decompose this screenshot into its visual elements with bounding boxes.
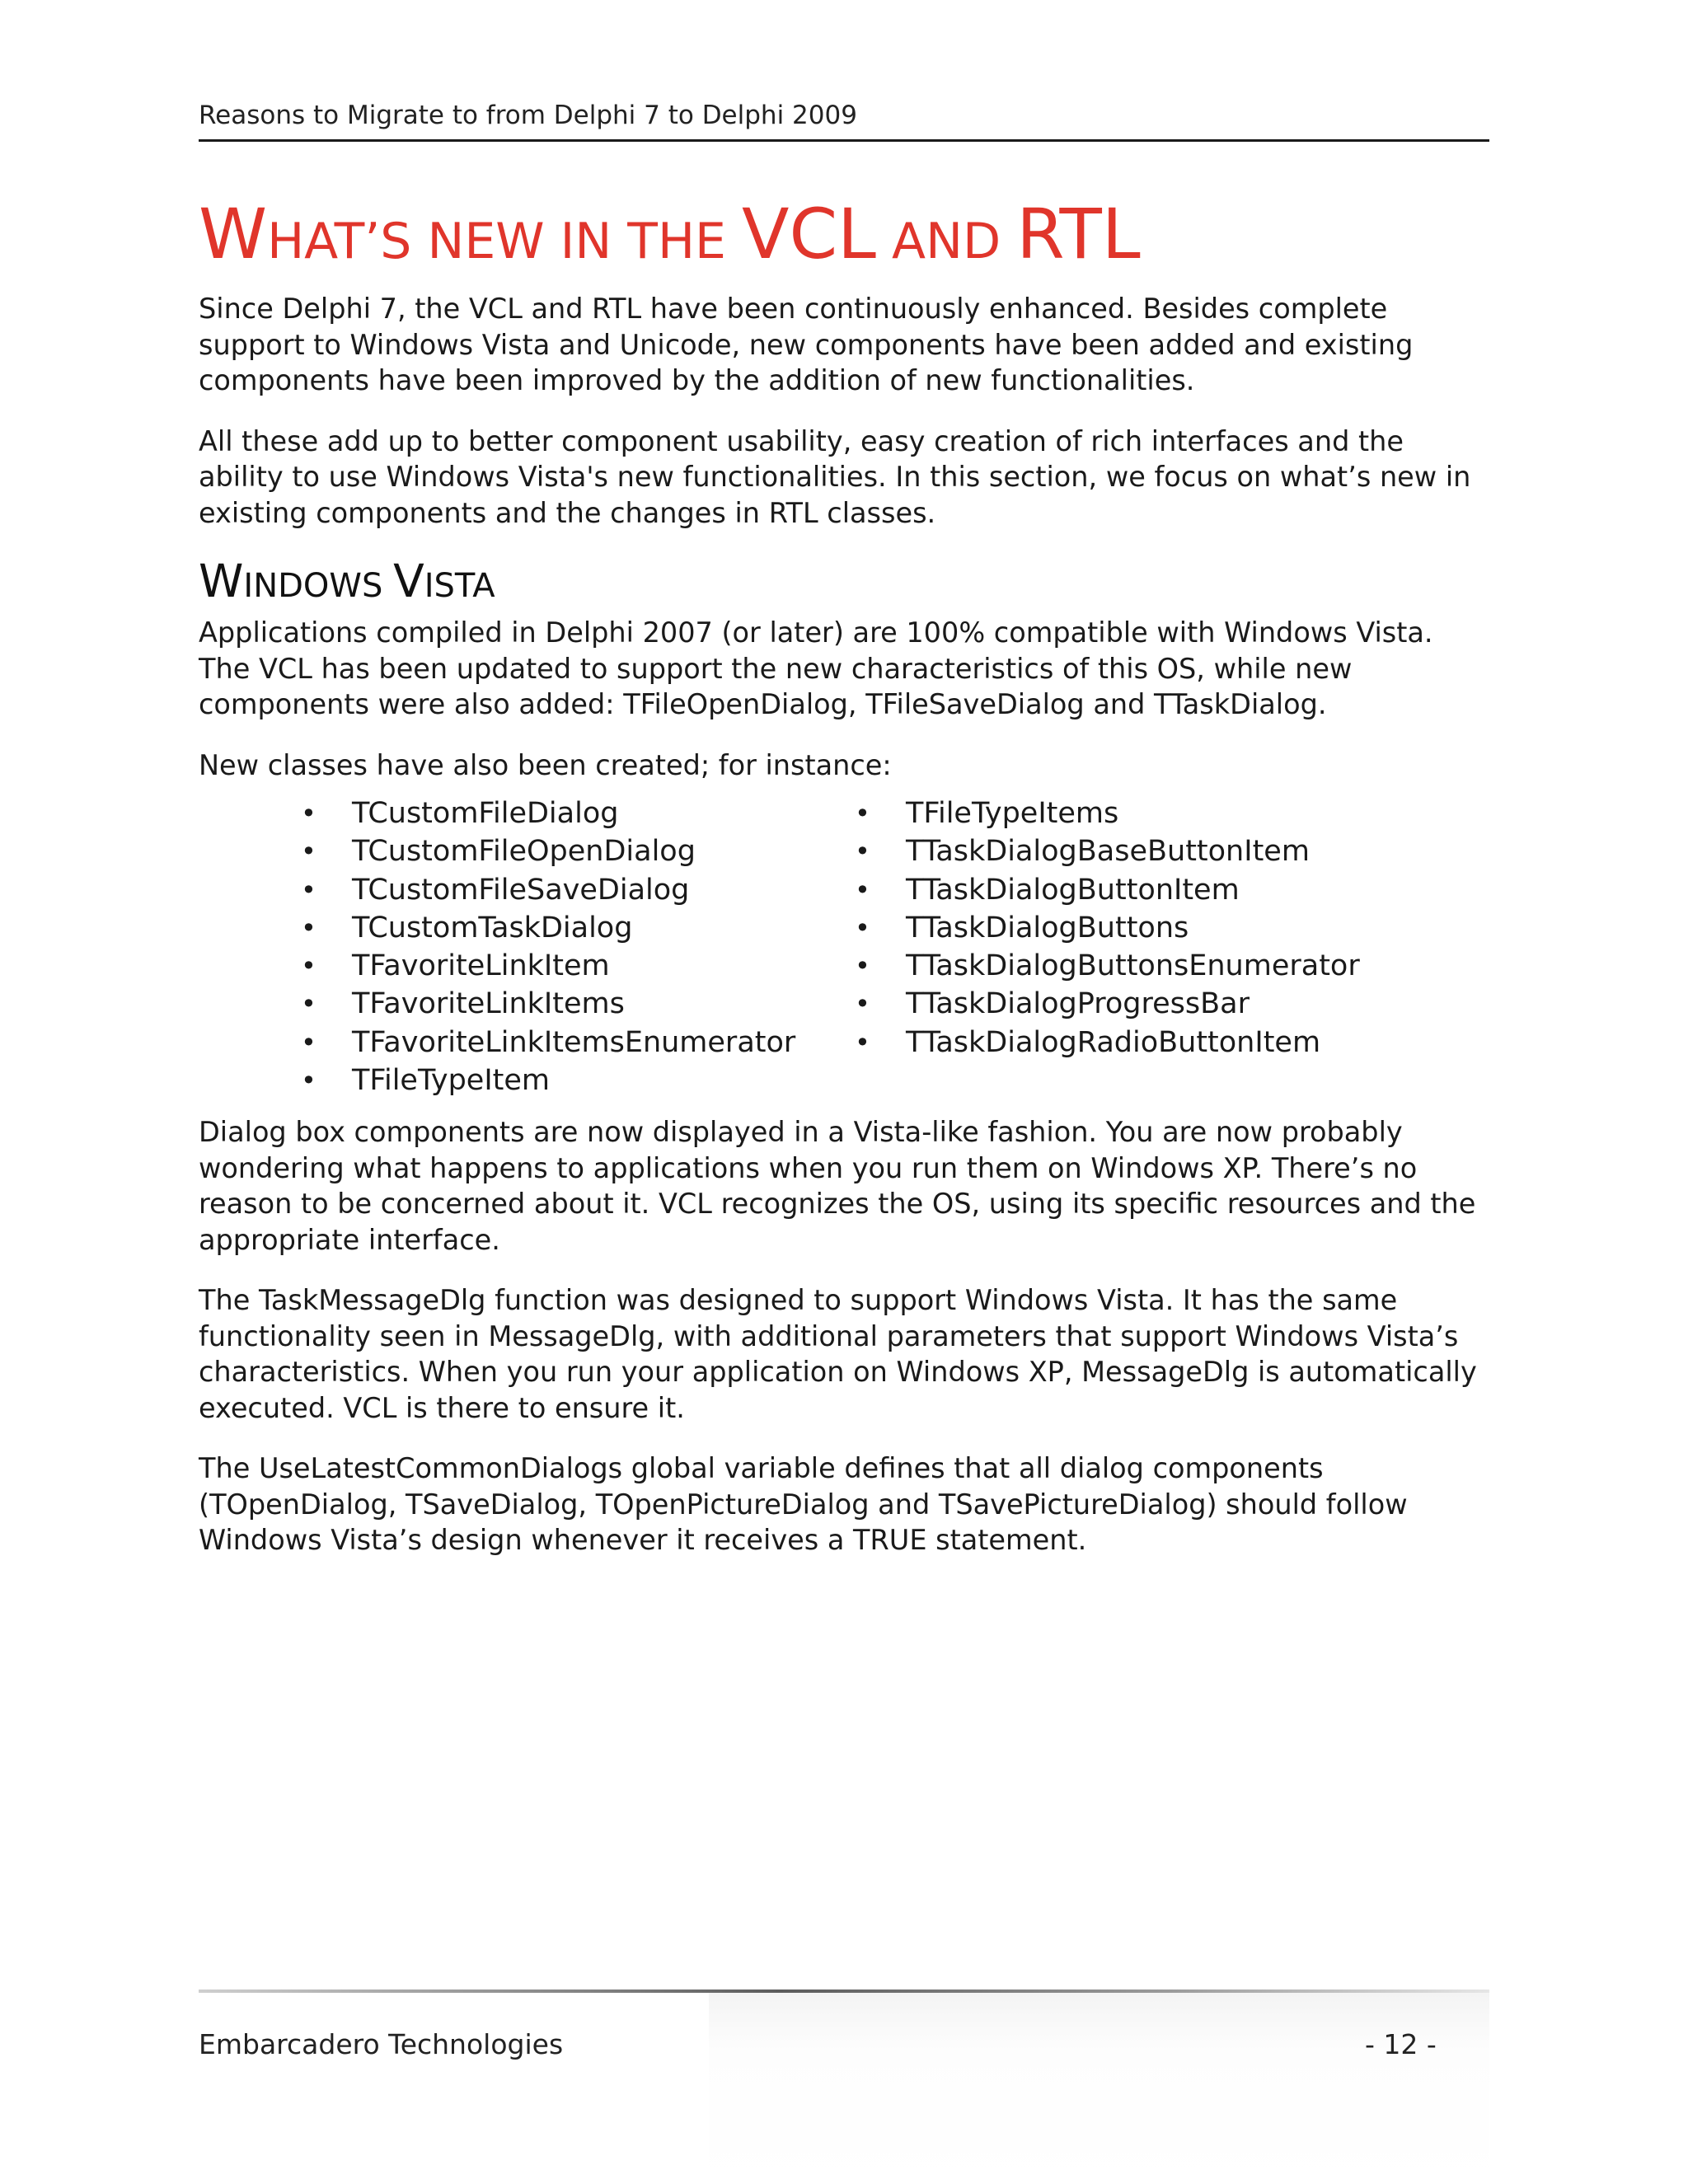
body-paragraph: The TaskMessageDlg function was designed to support Windows Vista. It has the same functionality seen in MessageDlg, with additional parameters that support Windows Vista’s characteristics. When you run your application on Windows XP, MessageDlg is automatically executed. VCL is there to ensure it. xyxy=(199,1284,1477,1424)
section-title-part: VCL xyxy=(742,194,876,274)
class-list-item xyxy=(301,1024,855,1062)
body-paragraph: Dialog box components are now displayed in a Vista-like fashion. You are now probably wondering what happens to applications when you run them on Windows XP. There’s no reason to be concerned about it. VCL recognizes the OS, using its specific resources and the appropriate interface. xyxy=(199,1116,1476,1256)
class-lists xyxy=(199,794,1493,1099)
bullet-icon: • xyxy=(301,1026,316,1058)
class-list-item xyxy=(301,1062,855,1099)
class-list-item xyxy=(301,909,855,947)
bullet-icon: • xyxy=(301,836,316,868)
class-list-item xyxy=(855,794,1432,832)
bullet-icon: • xyxy=(301,912,316,944)
class-name: TFavoriteLinkItems xyxy=(352,987,625,1021)
footer-rule xyxy=(199,1990,1489,1993)
footer-shade xyxy=(709,1993,1489,2184)
class-name: TTaskDialogButtonItem xyxy=(906,873,1240,907)
class-list-item xyxy=(855,909,1432,947)
footer-company: Embarcadero Technologies xyxy=(199,2028,564,2060)
intro-paragraph: Since Delphi 7, the VCL and RTL have been continuously enhanced. Besides complete support to Windows Vista and Unicode, new components have been added and existing components have been improved by the addition of new functionalities. xyxy=(199,293,1414,396)
class-name: TFileTypeItems xyxy=(906,797,1119,830)
intro-paragraph: All these add up to better component usability, easy creation of rich interfaces and the ability to use Windows Vista's new functionalities. In this section, we focus on what’s new in existing components and the changes in RTL classes. xyxy=(199,424,1471,529)
class-name: TTaskDialogBaseButtonItem xyxy=(906,835,1310,869)
subsection-title-part: INDOWS xyxy=(243,567,394,605)
section-title-part: HAT’S NEW IN THE xyxy=(267,213,743,270)
bullet-icon: • xyxy=(301,874,316,906)
bullet-icon: • xyxy=(855,836,870,868)
class-name: TTaskDialogRadioButtonItem xyxy=(906,1025,1321,1059)
class-name: TCustomFileOpenDialog xyxy=(352,835,696,869)
bullet-icon: • xyxy=(301,798,316,829)
subsection-title-part: W xyxy=(199,555,244,607)
class-list-item xyxy=(855,1024,1432,1062)
body-paragraph: The UseLatestCommonDialogs global variable defines that all dialog components (TOpenDialog, TSaveDialog, TOpenPictureDialog and TSavePictureDialog) should follow Windows Vista’s design whenever it receives a TRUE statement. xyxy=(199,1452,1408,1557)
class-name: TTaskDialogButtonsEnumerator xyxy=(906,949,1360,983)
bullet-icon: • xyxy=(855,1026,870,1058)
class-list-right xyxy=(855,794,1432,1099)
section-title xyxy=(199,196,1493,279)
class-name: TCustomTaskDialog xyxy=(352,911,633,944)
class-name: TFavoriteLinkItemsEnumerator xyxy=(352,1025,796,1059)
class-list-item xyxy=(301,985,855,1023)
bullet-icon: • xyxy=(855,798,870,829)
bullet-icon: • xyxy=(301,950,316,982)
class-list-item xyxy=(855,947,1432,985)
subsection-title-part: ISTA xyxy=(424,567,495,605)
body-paragraph: Applications compiled in Delphi 2007 (or later) are 100% compatible with Windows Vista. The VCL has been updated to support the new characteristics of this OS, while new components were also added: TFileOpenDialog, TFileSaveDialog and TTaskDialog. xyxy=(199,616,1433,720)
subsection-title xyxy=(199,555,1493,612)
subsection-title-part: V xyxy=(393,555,424,607)
bullet-icon: • xyxy=(855,874,870,906)
class-list-item xyxy=(301,947,855,985)
bullet-icon: • xyxy=(855,950,870,982)
class-name: TCustomFileDialog xyxy=(352,797,619,830)
class-name: TFileTypeItem xyxy=(352,1064,551,1098)
class-list-item xyxy=(855,985,1432,1023)
class-list-item xyxy=(301,832,855,870)
bullet-icon: • xyxy=(855,988,870,1020)
class-list-item xyxy=(855,832,1432,870)
class-list-item xyxy=(855,871,1432,909)
page-content xyxy=(199,196,1493,1583)
class-list-item xyxy=(301,794,855,832)
header-rule xyxy=(199,139,1489,142)
running-header: Reasons to Migrate to from Delphi 7 to Delphi 2009 xyxy=(199,101,857,130)
bullet-icon: • xyxy=(855,912,870,944)
section-title-part: W xyxy=(199,194,268,274)
bullet-icon: • xyxy=(301,1065,316,1097)
class-name: TCustomFileSaveDialog xyxy=(352,873,690,907)
class-list-item xyxy=(301,871,855,909)
page-number: - 12 - xyxy=(1365,2028,1437,2060)
body-paragraph: New classes have also been created; for instance: xyxy=(199,748,892,781)
section-title-part: AND xyxy=(875,213,1017,270)
class-name: TTaskDialogButtons xyxy=(906,911,1189,944)
class-list-left xyxy=(301,794,855,1099)
section-title-part: RTL xyxy=(1016,194,1141,274)
bullet-icon: • xyxy=(301,988,316,1020)
class-name: TFavoriteLinkItem xyxy=(352,949,610,983)
class-name: TTaskDialogProgressBar xyxy=(906,987,1250,1021)
